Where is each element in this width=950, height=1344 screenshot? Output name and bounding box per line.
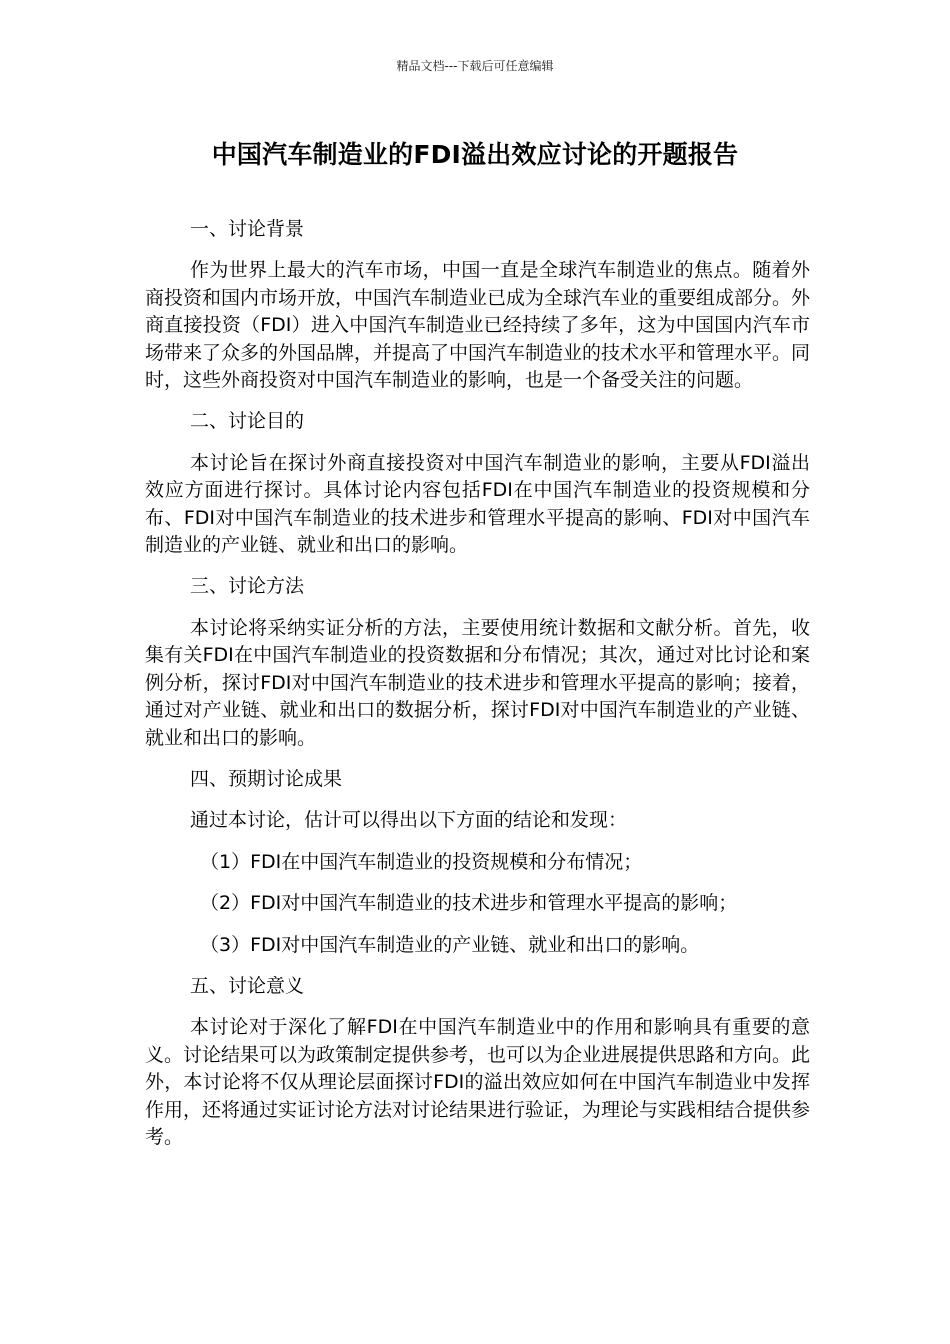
list-item: （2）FDI对中国汽车制造业的技术进步和管理水平提高的影响；: [200, 892, 738, 915]
section-heading: 五、讨论意义: [190, 974, 305, 997]
section-paragraph: 本讨论对于深化了解FDI在中国汽车制造业中的作用和影响具有重要的意义。讨论结果可以为政策制定提供参考，也可以为企业进展提供思路和方向。此外，本讨论将不仅从理论层面探讨FDI的溢出效应如何在中国汽车制造业中发挥作用，还将通过实证讨论方法对讨论结果进行验证，为理论与实践相结合提供参考。: [145, 1016, 811, 1148]
section-paragraph: 作为世界上最大的汽车市场，中国一直是全球汽车制造业的焦点。随着外商投资和国内市场开放，中国汽车制造业已成为全球汽车业的重要组成部分。外商直接投资（FDI）进入中国汽车制造业已经持续了多年，这为中国国内汽车市场带来了众多的外国品牌，并提高了中国汽车制造业的技术水平和管理水平。同时，这些外商投资对中国汽车制造业的影响，也是一个备受关注的问题。: [145, 259, 811, 392]
section-paragraph: 本讨论旨在探讨外商直接投资对中国汽车制造业的影响，主要从FDI溢出效应方面进行探讨。具体讨论内容包括FDI在中国汽车制造业的投资规模和分布、FDI对中国汽车制造业的技术进步和管理水平提高的影响、FDI对中国汽车制造业的产业链、就业和出口的影响。: [145, 451, 810, 557]
document-title: 中国汽车制造业的FDI溢出效应讨论的开题报告: [211, 140, 739, 169]
section-purpose: [145, 408, 810, 559]
section-background: [145, 216, 810, 394]
document-body: [145, 216, 810, 1165]
list-item: （3）FDI对中国汽车制造业的产业链、就业和出口的影响。: [200, 933, 700, 956]
section-expected-results: [145, 766, 810, 959]
section-significance: [145, 973, 810, 1151]
section-heading: 四、预期讨论成果: [190, 767, 343, 790]
section-method: [145, 573, 810, 751]
section-intro: 通过本讨论，估计可以得出以下方面的结论和发现：: [190, 809, 628, 832]
header-note: 精品文档---下载后可任意编辑: [396, 59, 554, 73]
list-item: （1）FDI在中国汽车制造业的投资规模和分布情况；: [200, 850, 643, 873]
section-heading: 三、讨论方法: [190, 575, 305, 598]
section-heading: 二、讨论目的: [190, 410, 305, 433]
section-paragraph: 本讨论将采纳实证分析的方法，主要使用统计数据和文献分析。首先，收集有关FDI在中国汽车制造业的投资数据和分布情况；其次，通过对比讨论和案例分析，探讨FDI对中国汽车制造业的技术进步和管理水平提高的影响；接着，通过对产业链、就业和出口的数据分析，探讨FDI对中国汽车制造业的产业链、就业和出口的影响。: [145, 616, 810, 749]
section-heading: 一、讨论背景: [190, 218, 305, 240]
